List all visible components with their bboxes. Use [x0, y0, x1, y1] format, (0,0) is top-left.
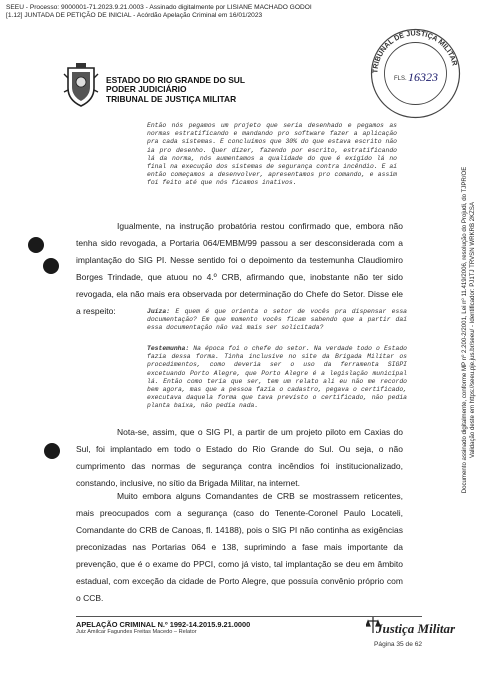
punch-hole-3 [44, 443, 60, 459]
signature-note-line-1: Documento assinado digitalmente, conforme MP nº 2.200-2/2001, Lei nº 11.419/2006, resolução do Projudi, do TJPR/OE [461, 166, 468, 494]
witness-label: Testemunha: [147, 345, 190, 352]
paragraph-commanders: Muito embora alguns Comandantes de CRB se mostrassem reticentes, mais preocupados com a segurança (caso do Tenente-Coronel Paulo Locateli, Comandante do CRB de Canoas, fl. 14188), pois o SIG PI não continha as exigências preconizadas nas Portarias 064 e 138, suprimindo a fase mais importante da prevenção, que é o exame do PPCI, como já visto, tal implantação se deu em âmbito estadual, com exceção da cidade de Porto Alegre, que possuía convênio próprio com o CCB. [76, 491, 403, 603]
court-header [62, 62, 322, 108]
punch-hole-2 [43, 258, 59, 274]
punch-hole-1 [28, 237, 44, 253]
paragraph-sigpi-implementation: Nota-se, assim, que o SIG PI, a partir de um projeto piloto em Caxias do Sul, foi implantado em todo o Estado do Rio Grande do Sul. Ou seja, o não cumprimento das normas de segurança contra incêndios foi institucionalizado, constando, inclusive, no sítio da Brigada Militar, na internet. [76, 427, 403, 488]
seeu-header-line-1: SEEU - Processo: 9000001-71.2023.9.21.0003 - Assinado digitalmente por LISIANE MACHADO GODOI [6, 4, 312, 11]
signature-note-line-2: Validação deste em https://seeu.pje.jus.br/seeu/ - Identificador: PJ1TJ TRVSN WRKRB 2KZSA [469, 201, 476, 459]
logo-text: Justiça Militar [376, 621, 456, 636]
testimony-witness-answer [147, 345, 407, 411]
svg-text:TRIBUNAL DE JUSTIÇA MILITAR [370, 28, 459, 73]
stamp-ring-text: TRIBUNAL DE JUSTIÇA MILITAR [370, 28, 460, 74]
paragraph-portaria: Igualmente, na instrução probatória restou confirmado que, embora não tenha sido revogada, a Portaria 064/EMBM/99 passou a ser desconsiderada com a implantação do SIG PI. Nesse sentido foi o depoimento da testemunha Claudiomiro Borges Trindade, que atuou no 4.º CRB, afirmando que, inobstante não ter sido revogada, ela não mais era observada por determinação do Chefe do Setor. Disse ele a respeito: [76, 221, 403, 316]
witness-answer-text: Na época foi o chefe do setor. Na verdade todo o Estado fazia dessa forma. Tinha inclusive no site da Brigada Militar os procedimentos, como deveria ser o uso da ferramenta SIGPI excetuando Porto Alegre, que Porto Alegre é a legislação municipal lá. Então como teria que ser, tem um relato ali eu não me recordo bem agora, mas que a pessoa fazia o cadastro, pegava o certificado, executava daquela forma que tava previsto o certificado, não pedia planta baixa, não pedia nada. [147, 345, 407, 410]
digital-signature-note [461, 167, 477, 494]
stamp-page-number: 16323 [408, 70, 438, 84]
testimony-quote-1: Então nós pegamos um projeto que seria desenhado e pegamos as normas estratificando e mandando pro software fazer a aplicação pra cada sistemas. E concluímos que 30% do que estava escrito não ia pro desenho. Quer dizer, fazendo por escrito, estratificando lá da norma, nós aumentamos a qualidade do que é exigido lá no final na execução dos sistemas de segurança contra incêndio. E aí então começamos a desenvolver, apresentamos pro comando, e assim foi feito até que nós ficamos inativos. [147, 122, 397, 187]
digital-signature-sidebar [449, 70, 489, 590]
page-number: Página 35 de 62 [374, 641, 423, 648]
court-name: TRIBUNAL DE JUSTIÇA MILITAR [106, 94, 237, 104]
state-name: ESTADO DO RIO GRANDE DO SUL [106, 75, 245, 85]
judge-question-text: E quem é que orienta o setor de vocês pra dispensar essa documentação? Em que momento vocês ficam sabendo que a partir daí essa documentação não vai mais ser solicitada? [147, 308, 407, 332]
justica-militar-logo [366, 610, 456, 640]
judge-label: Juíza: [147, 308, 171, 315]
state-coat-of-arms-icon [62, 62, 100, 108]
court-page-stamp [368, 26, 463, 121]
stamp-fls-label: FLS. [394, 76, 407, 82]
rapporteur-name: Juiz Amilcar Fagundes Freitas Macedo – Relator [76, 629, 197, 635]
judiciary-name: PODER JUDICIÁRIO [106, 84, 187, 94]
testimony-judge-question [147, 308, 407, 333]
case-number: APELAÇÃO CRIMINAL N.º 1992-14.2015.9.21.0000 [76, 620, 251, 629]
seeu-header-line-2: [1.12] JUNTADA DE PETIÇÃO DE INICIAL - Acórdão Apelação Criminal em 16/01/2023 [6, 12, 263, 19]
